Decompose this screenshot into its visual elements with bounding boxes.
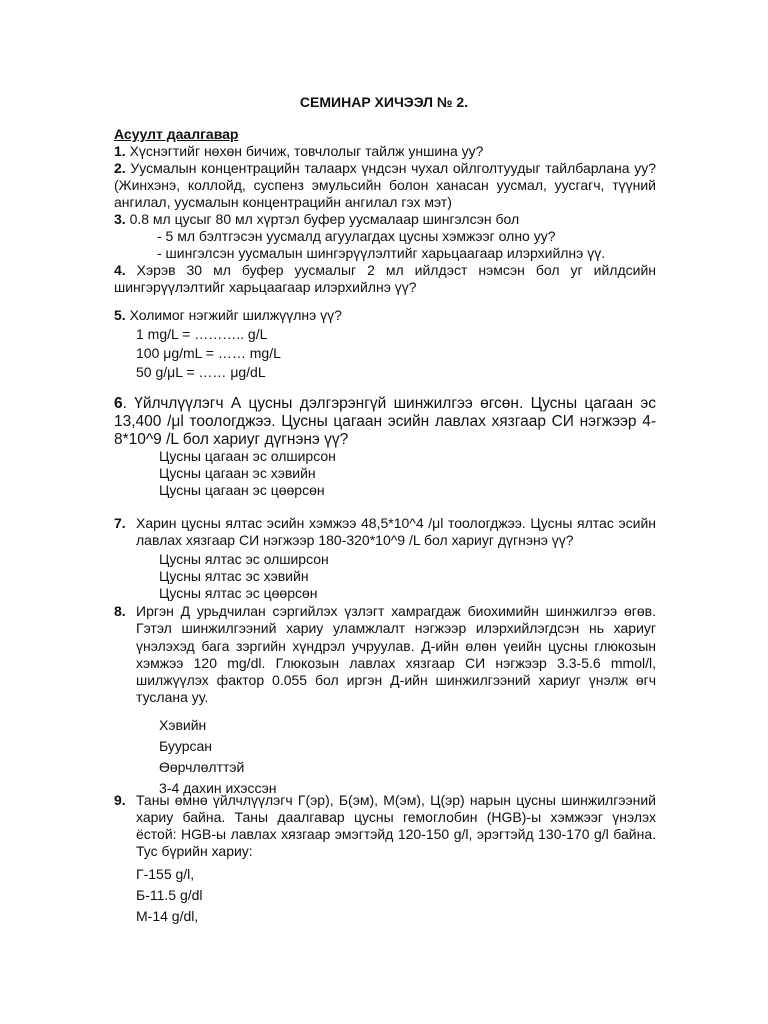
- question-8-number: 8.: [114, 603, 126, 619]
- question-3-sub-2: - шингэлсэн уусмалын шингэрүүлэлтийг харьцаагаар илэрхийлнэ үү.: [157, 245, 606, 261]
- question-6-text: . Үйлчлүүлэгч А цусны дэлгэрэнгүй шинжилгээ өгсөн. Цусны цагаан эс 13,400 /μl тоологджээ. Цусны цагаан эсийн лавлах хязгаар СИ нэгжээр 4-8*10^9 /L бол хариуг дүгнэнэ үү?: [114, 395, 656, 448]
- question-5-text: Холимог нэгжийг шилжүүлнэ үү?: [125, 307, 342, 323]
- conversion-3: 50 g/μL = …… μg/dL: [136, 364, 266, 380]
- question-6: [114, 395, 656, 449]
- conversion-2: 100 μg/mL = …… mg/L: [136, 345, 281, 361]
- question-3: [114, 211, 656, 228]
- question-4-text: Хэрэв 30 мл буфер уусмалыг 2 мл ийлдэст нэмсэн бол уг ийлдсийн шингэрүүлэлтийг харьцаагаар илэрхийлнэ үү?: [114, 262, 656, 295]
- question-1-text: Хүснэгтийг нөхөн бичиж, товчлолыг тайлж уншина уу?: [125, 143, 484, 159]
- question-8-option-1: Хэвийн: [159, 717, 207, 733]
- result-b: Б-11.5 g/dl: [136, 887, 203, 903]
- section-heading: Асуулт даалгавар: [114, 126, 239, 142]
- question-2-number: 2.: [114, 160, 126, 176]
- question-7-number: 7.: [114, 515, 126, 531]
- question-7-option-1: Цусны ялтас эс олширсон: [159, 551, 329, 567]
- question-6-option-3: Цусны цагаан эс цөөрсөн: [159, 482, 325, 498]
- page-title: СЕМИНАР ХИЧЭЭЛ № 2.: [299, 94, 469, 110]
- question-6-number: 6: [114, 395, 123, 412]
- question-5: [114, 306, 656, 382]
- question-8-option-2: Буурсан: [159, 738, 213, 754]
- question-7-option-3: Цусны ялтас эс цөөрсөн: [159, 585, 318, 601]
- question-3-sub-1: - 5 мл бэлтгэсэн уусмалд агуулагдах цусны хэмжээг олно уу?: [157, 228, 556, 244]
- question-7-option-2: Цусны ялтас эс хэвийн: [159, 568, 309, 584]
- question-5-number: 5.: [114, 307, 126, 323]
- question-8-options: [114, 715, 656, 799]
- question-6-option-2: Цусны цагаан эс хэвийн: [159, 465, 316, 481]
- question-8-option-4: 3-4 дахин ихэссэн: [159, 780, 277, 796]
- question-9-results: [114, 864, 656, 927]
- question-4: [114, 262, 656, 296]
- question-3-text: 0.8 мл цусыг 80 мл хүртэл буфер уусмалаар шингэлсэн бол: [125, 211, 520, 227]
- question-1-number: 1.: [114, 143, 126, 159]
- question-6-options: [114, 448, 656, 499]
- questions-block-1: [114, 126, 656, 296]
- question-8-text: Иргэн Д урьдчилан сэргийлэх үзлэгт хамрагдаж биохимийн шинжилгээ өгөв. Гэтэл шинжилгээний хариу уламжлалт нэгжээр илэрхийлэгдсэн нь хариуг үнэлэхэд бага зэргийн хүндрэл учруулав. Д-ийн өлөн үеийн цусны глюкозын хэмжээ 120 mg/dl. Глюкозын лавлах хязгаар СИ нэгжээр 3.3-5.6 mmol/l, шилжүүлэх фактор 0.055 бол иргэн Д-ийн шинжилгээний хариуг үнэлж өгч туслана уу.: [136, 603, 656, 706]
- question-4-number: 4.: [114, 262, 126, 278]
- question-8-option-3: Өөрчлөлттэй: [159, 759, 245, 775]
- result-m: М-14 g/dl,: [136, 908, 199, 924]
- question-2-text: Уусмалын концентрацийн талаарх үндсэн чухал ойлголтуудыг тайлбарлана уу? (Жинхэнэ, коллойд, суспенз эмульсийн болон ханасан уусмал, уусгагч, түүний ангилал, уусмалын концентрацийн ангилал гэх мэт): [114, 160, 656, 210]
- question-9-text: Таны өмнө үйлчлүүлэгч Г(эр), Б(эм), М(эм), Ц(эр) нарын цусны шинжилгээний хариу байна. Таны даалгавар цусны гемоглобин (HGB)-ы хэмжээг үнэлэх ёстой: HGB-ы лавлах хязгаар эмэгтэйд 120-150 g/l, эрэгтэйд 130-170 g/l байна. Тус бүрийн хариу:: [136, 792, 656, 859]
- question-2: [114, 160, 656, 211]
- question-7-text: Харин цусны ялтас эсийн хэмжээ 48,5*10^4 /μl тоологджээ. Цусны ялтас эсийн лавлах хязгаар СИ нэгжээр 180-320*10^9 /L бол хариуг дүгнэнэ үү?: [136, 515, 656, 548]
- question-3-number: 3.: [114, 211, 126, 227]
- question-7-options: [114, 551, 656, 602]
- question-9-number: 9.: [114, 792, 126, 808]
- question-6-option-1: Цусны цагаан эс олширсон: [159, 448, 336, 464]
- question-1: [114, 143, 656, 160]
- result-g: Г-155 g/l,: [136, 866, 195, 882]
- conversion-1: 1 mg/L = ……….. g/L: [136, 326, 268, 342]
